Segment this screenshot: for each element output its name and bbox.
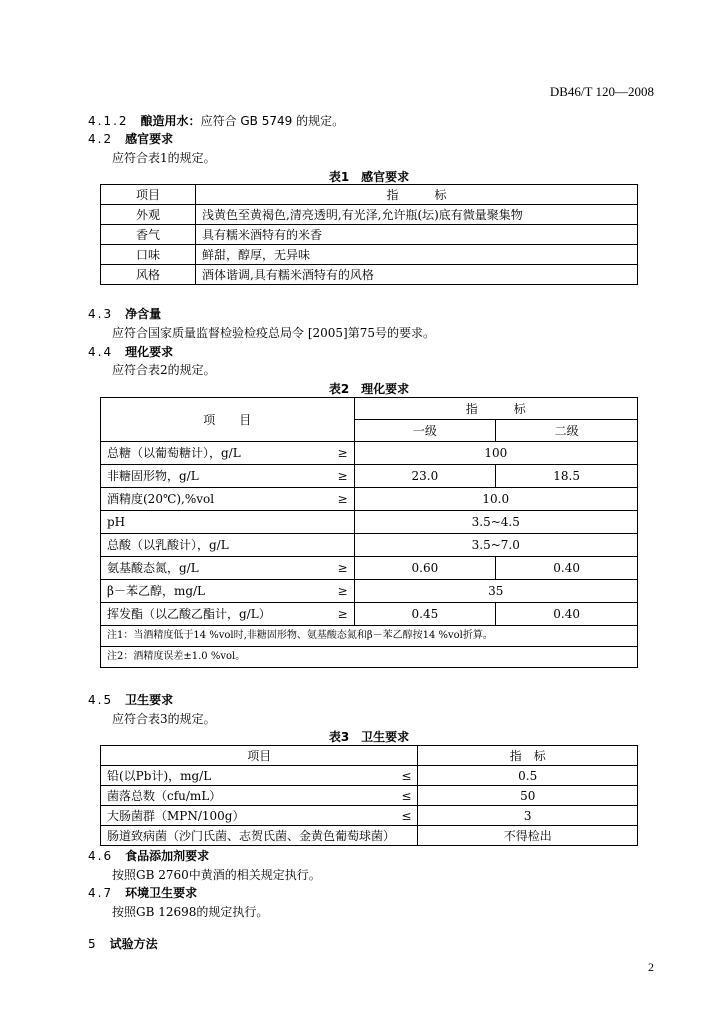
table-row bbox=[101, 245, 638, 265]
section-text: 应符合表2的规定。 bbox=[112, 363, 216, 377]
table-note-2: 注2：酒精度误差±1.0 %vol。 bbox=[101, 647, 638, 668]
row-item-name: 肠道致病菌（沙门氏菌、志贺氏菌、金黄色葡萄球菌） bbox=[107, 828, 396, 843]
row-value: 100 bbox=[354, 442, 637, 465]
row-item: 外观 bbox=[101, 205, 196, 225]
table-row bbox=[101, 442, 638, 465]
table3-caption: 表3 卫生要求 bbox=[328, 730, 410, 744]
row-item: 风格 bbox=[101, 265, 196, 285]
comparison-operator: ≥ bbox=[337, 469, 348, 483]
row-value: 0.5 bbox=[418, 766, 638, 786]
row-item bbox=[101, 766, 418, 786]
row-item-name: β－苯乙醇，mg/L bbox=[107, 584, 206, 598]
section-title: 环境卫生要求 bbox=[125, 886, 198, 900]
table-row bbox=[101, 766, 638, 786]
section-text: 应符合表1的规定。 bbox=[112, 151, 216, 165]
row-item-name: 总酸（以乳酸计），g/L bbox=[107, 538, 229, 552]
table-row bbox=[101, 786, 638, 806]
table-header-row bbox=[101, 398, 638, 420]
page-number: 2 bbox=[648, 960, 654, 974]
row-value-grade-2: 18.5 bbox=[496, 465, 638, 488]
row-value-grade-1: 23.0 bbox=[354, 465, 496, 488]
section-title: 酿造用水： bbox=[140, 114, 201, 128]
section-title: 净含量 bbox=[125, 307, 162, 321]
section-text: 按照GB 2760中黄酒的相关规定执行。 bbox=[112, 868, 321, 882]
table1-sensory-requirements bbox=[100, 184, 638, 285]
row-item-name: 菌落总数（cfu/mL） bbox=[107, 788, 222, 803]
section-number: 5 bbox=[88, 937, 98, 951]
table-row bbox=[101, 488, 638, 511]
row-value-grade-2: 0.40 bbox=[496, 603, 638, 626]
row-value: 3.5~7.0 bbox=[354, 534, 637, 557]
table-row bbox=[101, 534, 638, 557]
row-item bbox=[101, 806, 418, 826]
comparison-operator: ≤ bbox=[401, 808, 412, 823]
section-number: 4.2 bbox=[88, 132, 114, 146]
row-item-name: 氨基酸态氮，g/L bbox=[107, 561, 199, 575]
row-item bbox=[101, 603, 355, 626]
row-item: 香气 bbox=[101, 225, 196, 245]
section-number: 4.4 bbox=[88, 345, 114, 359]
table-note-row bbox=[101, 647, 638, 668]
row-value: 具有糯米酒特有的米香 bbox=[196, 225, 638, 245]
table-header-row bbox=[101, 185, 638, 205]
row-item: 口味 bbox=[101, 245, 196, 265]
row-item bbox=[101, 580, 355, 603]
header-item: 项 目 bbox=[101, 398, 355, 442]
row-value: 不得检出 bbox=[418, 826, 638, 846]
header-grade-1: 一级 bbox=[354, 420, 496, 442]
row-item-name: 非糖固形物，g/L bbox=[107, 469, 199, 483]
comparison-operator: ≤ bbox=[401, 788, 412, 803]
comparison-operator: ≥ bbox=[337, 446, 348, 460]
table-row bbox=[101, 265, 638, 285]
section-number: 4.5 bbox=[88, 693, 114, 707]
table-note-row bbox=[101, 626, 638, 647]
row-item bbox=[101, 557, 355, 580]
row-item-name: 总糖（以葡萄糖计），g/L bbox=[107, 446, 241, 460]
header-index: 指 标 bbox=[196, 185, 638, 205]
row-item bbox=[101, 488, 355, 511]
table-row bbox=[101, 205, 638, 225]
row-item-name: pH bbox=[107, 515, 126, 529]
table-row bbox=[101, 826, 638, 846]
section-4-7 bbox=[88, 884, 197, 901]
section-title: 理化要求 bbox=[125, 345, 174, 359]
section-text: 应符合国家质量监督检验检疫总局令 [2005]第75号的要求。 bbox=[112, 326, 435, 340]
section-title: 卫生要求 bbox=[125, 693, 174, 707]
section-4-1-2 bbox=[88, 112, 344, 129]
row-value-grade-1: 0.45 bbox=[354, 603, 496, 626]
table-row bbox=[101, 225, 638, 245]
table2-physicochemical-requirements bbox=[100, 397, 638, 668]
comparison-operator: ≥ bbox=[337, 607, 348, 621]
header-index: 指 标 bbox=[354, 398, 637, 420]
comparison-operator: ≥ bbox=[337, 561, 348, 575]
document-header-code: DB46/T 120—2008 bbox=[549, 84, 654, 99]
section-4-2 bbox=[88, 130, 173, 147]
row-item bbox=[101, 826, 418, 846]
section-number: 4.6 bbox=[88, 849, 114, 863]
section-title: 食品添加剂要求 bbox=[125, 849, 210, 863]
row-value: 鲜甜，醇厚，无异味 bbox=[196, 245, 638, 265]
section-text: 应符合 GB 5749 的规定。 bbox=[200, 114, 345, 128]
row-item bbox=[101, 786, 418, 806]
table2-caption: 表2 理化要求 bbox=[328, 382, 410, 396]
table3-hygiene-requirements bbox=[100, 745, 638, 846]
table-header-row bbox=[101, 746, 638, 766]
section-4-4 bbox=[88, 343, 173, 360]
table-row bbox=[101, 557, 638, 580]
row-value: 3 bbox=[418, 806, 638, 826]
table-row bbox=[101, 465, 638, 488]
section-4-6 bbox=[88, 847, 209, 864]
section-number: 4.1.2 bbox=[88, 114, 129, 128]
table-row bbox=[101, 603, 638, 626]
table-row bbox=[101, 806, 638, 826]
section-4-3 bbox=[88, 305, 161, 322]
row-item bbox=[101, 442, 355, 465]
header-item: 项目 bbox=[101, 185, 196, 205]
section-4-5 bbox=[88, 691, 173, 708]
table-note-1: 注1：当酒精度低于14 %vol时,非糖固形物、氨基酸态氮和β－苯乙醇按14 %vol折算。 bbox=[101, 626, 638, 647]
header-index: 指 标 bbox=[418, 746, 638, 766]
row-value: 10.0 bbox=[354, 488, 637, 511]
row-value: 浅黄色至黄褐色,清亮透明,有光泽,允许瓶(坛)底有微量聚集物 bbox=[196, 205, 638, 225]
row-item-name: 酒精度(20℃),%vol bbox=[107, 492, 215, 506]
row-item-name: 大肠菌群（MPN/100g） bbox=[107, 808, 245, 823]
row-value: 3.5~4.5 bbox=[354, 511, 637, 534]
row-item-name: 铅(以Pb计)，mg/L bbox=[107, 768, 212, 783]
row-item bbox=[101, 534, 355, 557]
comparison-operator: ≥ bbox=[337, 584, 348, 598]
row-item bbox=[101, 511, 355, 534]
table-row bbox=[101, 580, 638, 603]
header-grade-2: 二级 bbox=[496, 420, 638, 442]
comparison-operator: ≥ bbox=[337, 492, 348, 506]
row-value-grade-2: 0.40 bbox=[496, 557, 638, 580]
table1-caption: 表1 感官要求 bbox=[328, 170, 410, 184]
section-text: 按照GB 12698的规定执行。 bbox=[112, 905, 269, 919]
section-number: 4.7 bbox=[88, 886, 114, 900]
comparison-operator: ≤ bbox=[401, 768, 412, 783]
section-title: 试验方法 bbox=[109, 937, 158, 951]
section-5 bbox=[88, 935, 158, 952]
row-item-name: 挥发酯（以乙酸乙酯计，g/L） bbox=[107, 607, 271, 621]
section-number: 4.3 bbox=[88, 307, 114, 321]
row-value-grade-1: 0.60 bbox=[354, 557, 496, 580]
section-text: 应符合表3的规定。 bbox=[112, 712, 216, 726]
row-value: 35 bbox=[354, 580, 637, 603]
table-row bbox=[101, 511, 638, 534]
header-item: 项目 bbox=[101, 746, 418, 766]
row-value: 酒体谐调,具有糯米酒特有的风格 bbox=[196, 265, 638, 285]
section-title: 感官要求 bbox=[125, 132, 174, 146]
row-item bbox=[101, 465, 355, 488]
row-value: 50 bbox=[418, 786, 638, 806]
